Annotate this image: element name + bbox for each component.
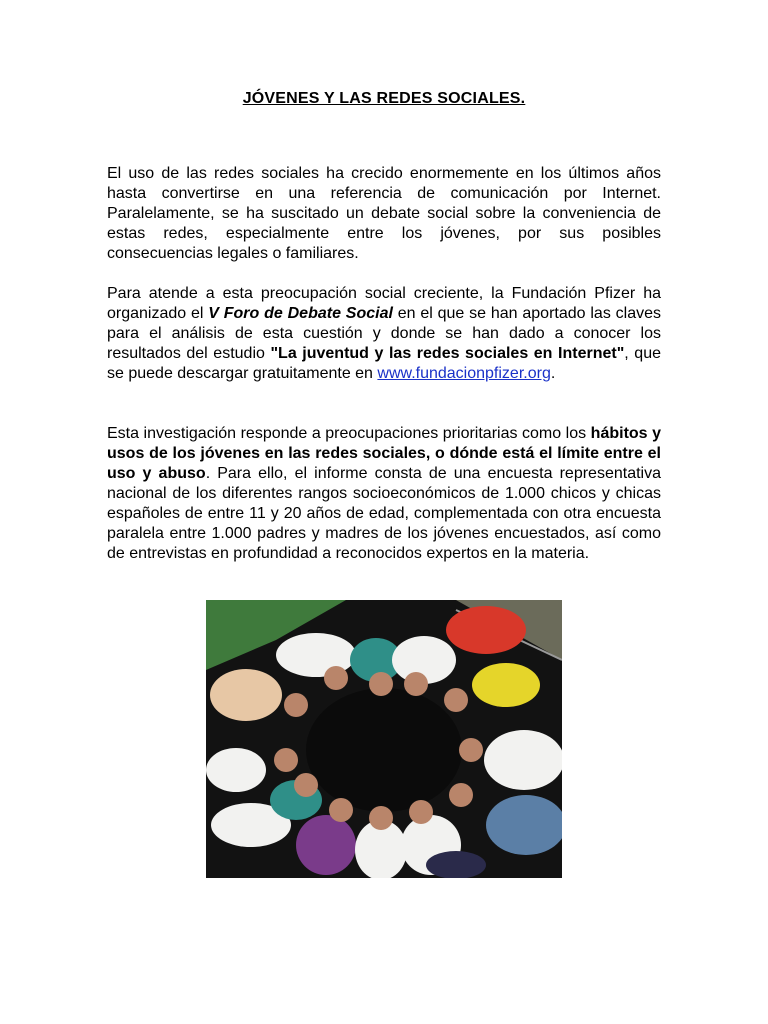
person-shirt bbox=[206, 748, 266, 792]
person-shirt bbox=[296, 815, 356, 875]
person-face bbox=[284, 693, 308, 717]
person-face bbox=[409, 800, 433, 824]
paragraph-research-text-a: Esta investigación responde a preocupaciones prioritarias como los bbox=[107, 425, 591, 442]
person-face bbox=[369, 672, 393, 696]
youth-circle-illustration bbox=[206, 600, 562, 878]
paragraph-research bbox=[107, 424, 661, 564]
fundacion-link[interactable]: www.fundacionpfizer.org bbox=[377, 365, 551, 382]
person-face bbox=[324, 666, 348, 690]
person-jeans bbox=[426, 851, 486, 878]
person-face bbox=[444, 688, 468, 712]
person-shirt bbox=[472, 663, 540, 707]
paragraph-forum bbox=[107, 284, 661, 384]
forum-name: V Foro de Debate Social bbox=[208, 305, 393, 322]
study-title: "La juventud y las redes sociales en Internet" bbox=[270, 345, 625, 362]
person-face bbox=[274, 748, 298, 772]
paragraph-forum-text-b: en el que se han aportado las claves para el análisis de esta cuestión y donde se han dado a conocer los resultados del estudio bbox=[107, 305, 661, 362]
research-highlight: hábitos y usos de los jóvenes en las redes sociales, o dónde está el límite entre el uso y abuso bbox=[107, 425, 661, 482]
person-shirt bbox=[484, 730, 562, 790]
person-shirt bbox=[210, 669, 282, 721]
person-shirt bbox=[446, 606, 526, 654]
person-face bbox=[369, 806, 393, 830]
paragraph-intro: El uso de las redes sociales ha crecido enormemente en los últimos años hasta convertirse en una referencia de comunicación por Internet. Paralelamente, se ha suscitado un debate social sobre la conveniencia de estas redes, especialmente entre los jóvenes, por sus posibles consecuencias legales o familiares. bbox=[107, 165, 661, 262]
paragraph-research-text-b: . Para ello, el informe consta de una encuesta representativa nacional de los diferentes rangos socioeconómicos de 1.000 chicos y chicas españoles de entre 11 y 20 años de edad, complementada con otra encuesta paralela entre 1.000 padres y madres de los jóvenes encuestados, así como de entrevistas en profundidad a reconocidos expertos en la materia. bbox=[107, 465, 661, 562]
paragraph-forum-text-c: , que se puede descargar gratuitamente en bbox=[107, 345, 661, 382]
ring-center bbox=[306, 688, 462, 812]
document-title: JÓVENES Y LAS REDES SOCIALES. bbox=[242, 90, 526, 107]
person-face bbox=[459, 738, 483, 762]
person-face bbox=[404, 672, 428, 696]
person-face bbox=[294, 773, 318, 797]
person-face bbox=[449, 783, 473, 807]
paragraph-forum-text-d: . bbox=[550, 365, 556, 382]
paragraph-forum-text-a: Para atende a esta preocupación social creciente, la Fundación Pfizer ha organizado el bbox=[107, 285, 661, 322]
youth-circle-photo bbox=[206, 600, 562, 878]
person-face bbox=[329, 798, 353, 822]
